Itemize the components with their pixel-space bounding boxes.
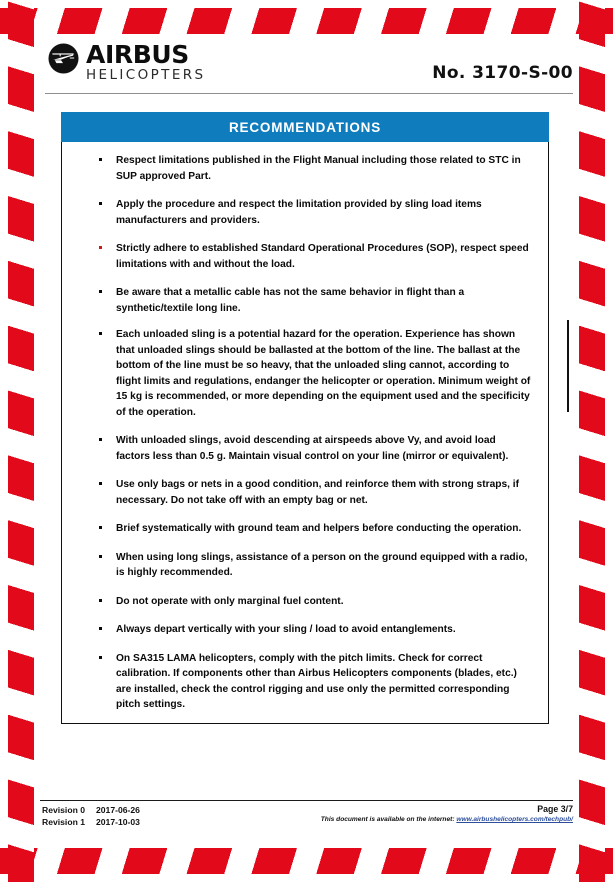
list-item-text: Do not operate with only marginal fuel content. [116,595,344,607]
bullet-icon [99,332,102,335]
bullet-icon [99,482,102,485]
bullet-icon [99,202,102,205]
list-item [74,594,532,610]
list-item [74,153,532,184]
bullet-icon [99,555,102,558]
hazard-tape-left [8,0,34,882]
hazard-tape-bottom [0,848,613,874]
airbus-helicopters-logo [48,42,206,83]
list-item-text: Be aware that a metallic cable has not the same behavior in flight than a synthetic/textile long line. [116,287,465,314]
list-item [74,521,532,537]
document-header [40,38,573,96]
logo-wordmark [86,42,206,83]
list-item-text: Each unloaded sling is a potential hazard for the operation. Experience has shown that unloaded slings should be ballasted at the bottom of the line. The ballast at the bottom of the line must be so heavy, that the unloaded sling cannot, according to flight limits and regulations, endanger the helicopter or operation. Minimum weight of 15 kg is recommended, or more depending on the equipment used and the specificity of the operation. [116,329,531,418]
airbus-helicopter-roundel-icon [48,43,79,74]
revision-date: 2017-10-03 [96,817,140,828]
recommendations-box [61,142,549,724]
list-item [74,550,532,581]
document-number: No. 3170-S-00 [432,63,573,83]
list-item [74,241,532,272]
list-item [74,285,532,316]
bullet-icon [99,158,102,161]
section-title: RECOMMENDATIONS [229,119,381,135]
list-item [74,327,532,420]
bullet-icon [99,526,102,529]
bullet-icon [99,599,102,602]
page-content [40,38,573,844]
bullet-icon [99,246,102,249]
list-item-text: With unloaded slings, avoid descending at airspeeds above Vy, and avoid load factors less than 0.5 g. Maintain visual control on your line (mirror or equivalent). [116,435,509,462]
revision-row [42,816,140,828]
list-item-text: Always depart vertically with your sling / load to avoid entanglements. [116,624,456,635]
bullet-icon [99,438,102,441]
section-title-bar [61,112,549,142]
recommendations-list [74,153,532,713]
list-item [74,197,532,228]
internet-note-text: This document is available on the internet: [320,816,455,823]
list-item-text: Apply the procedure and respect the limitation provided by sling load items manufacturers and providers. [116,199,482,226]
revision-label: Revision 1 [42,817,85,828]
footer-divider [40,800,573,801]
list-item-text: Brief systematically with ground team and helpers before conducting the operation. [116,523,522,534]
revision-row [42,804,140,816]
list-item-text: Use only bags or nets in a good condition, and reinforce them with strong straps, if necessary. Do not take off with an empty bag or net. [116,479,520,506]
revision-change-bar [567,320,569,412]
revision-history [42,804,140,829]
list-item [74,433,532,464]
bullet-icon [99,627,102,630]
page-number: Page 3/7 [537,804,573,814]
list-item-text: On SA315 LAMA helicopters, comply with the pitch limits. Check for correct calibration. If components other than Airbus Helicopters components (blades, etc.) are installed, check the control rigging and use only the permitted corresponding pitch settings. [116,652,517,710]
list-item-text: Strictly adhere to established Standard Operational Procedures (SOP), respect speed limitations with and without the load. [116,243,529,270]
list-item-text: When using long slings, assistance of a person on the ground equipped with a radio, is highly recommended. [116,551,528,578]
revision-label: Revision 0 [42,805,85,815]
techpub-link[interactable]: www.airbushelicopters.com/techpub/ [456,816,573,823]
document-footer [40,800,573,830]
list-item [74,622,532,638]
hazard-tape-right [579,0,605,882]
bullet-icon [99,656,102,659]
list-item [74,477,532,508]
footer-content [40,804,573,830]
hazard-tape-top [0,8,613,34]
internet-availability-note [321,816,573,823]
list-item-text: Respect limitations published in the Flight Manual including those related to STC in SUP approved Part. [116,155,521,182]
logo-brand-secondary: HELICOPTERS [86,67,206,83]
logo-brand-primary: AIRBUS [86,40,189,69]
revision-date: 2017-06-26 [96,805,140,815]
bullet-icon [99,290,102,293]
header-divider [45,93,573,94]
list-item [74,651,532,713]
